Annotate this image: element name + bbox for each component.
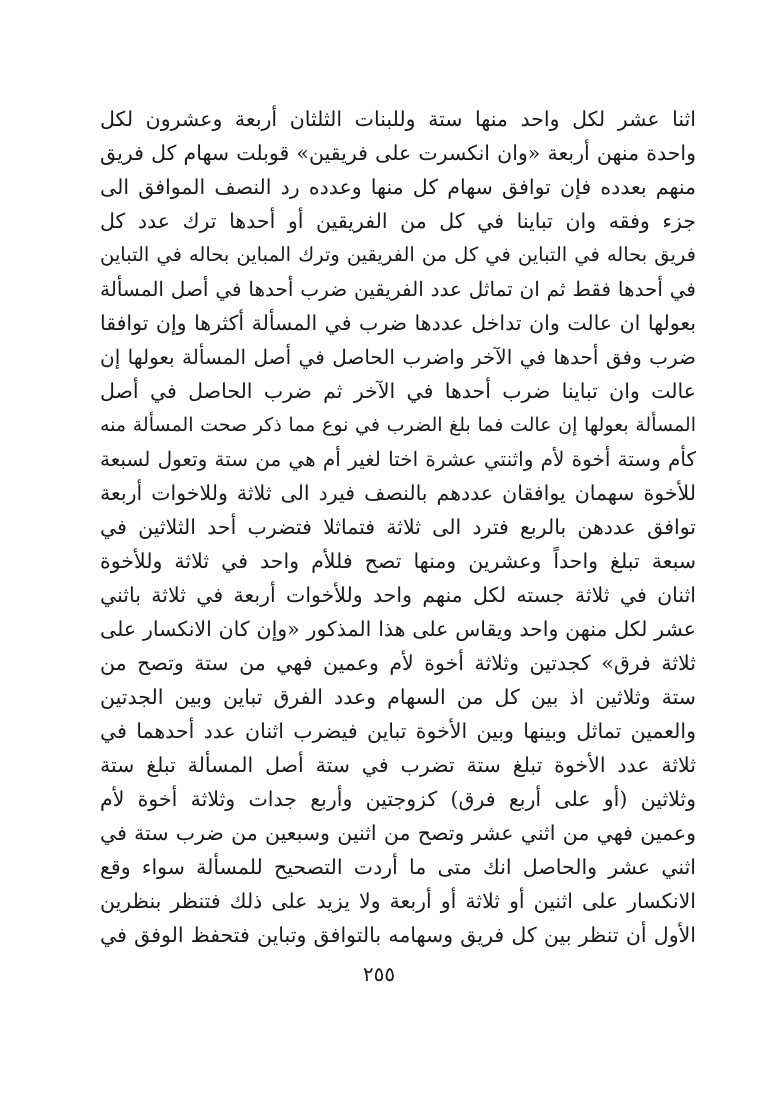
text-line: كأم وستة أخوة لأم واثنتي عشرة اختا لغير أم هي من ستة وتعول لسبعة [100,447,696,471]
text-line: توافق عددهن بالربع فترد الى ثلاثة فتماثلا فتضرب أحد الثلاثين في [100,515,696,539]
text-line: منهم بعدده فإن توافق سهام كل منها وعدده رد النصف الموافق الى [100,175,696,199]
text-line: وعمين فهي من اثني عشر وتصح من اثنين وسبعين من ضرب ستة في [100,821,696,845]
text-line: الانكسار على اثنين أو ثلاثة أو أربعة ولا يزيد على ذلك فتنظر بنظرين [100,889,696,913]
text-line: واحدة منهن أربعة «وان انكسرت على فريقين» قوبلت سهام كل فريق [100,141,696,165]
text-line: ستة وثلاثين اذ بين كل من السهام وعدد الفرق تباين وبين الجدتين [100,685,696,709]
page-number: ٢٥٥ [362,962,396,986]
text-line: عالت وان تباينا ضرب أحدها في الآخر ثم ضرب الحاصل في أصل [100,379,696,403]
text-line: ثلاثة فرق» كجدتين وثلاثة أخوة لأم وعمين فهي من ستة وتصح من [100,651,696,675]
text-line: سبعة تبلغ واحداً وعشرين ومنها تصح فللأم واحد في ثلاثة وللأخوة [100,549,696,573]
text-line: اثنان في ثلاثة جسته لكل منهم واحد وللأخوات أربعة في ثلاثة باثني [100,583,696,607]
body-text [100,102,696,952]
text-line: جزء وفقه وان تباينا في كل من الفريقين أو أحدها ترك عدد كل [100,209,696,233]
text-line: المسألة بعولها إن عالت فما بلغ الضرب في نوع مما ذكر صحت المسألة منه [100,414,696,436]
text-line: للأخوة سهمان يوافقان عددهم بالنصف فيرد الى ثلاثة وللاخوات أربعة [100,481,696,505]
text-line: بعولها ان عالت وان تداخل عددها ضرب في المسألة أكثرها وإن توافقا [100,311,696,335]
text-line: فريق بحاله في التباين في كل من الفريقين وترك المباين بحاله في التباين [100,243,696,266]
text-line: والعمين تماثل وبينها وبين الأخوة تباين فيضرب اثنان عدد أحدهما في [100,719,696,743]
text-line: الأول أن تنظر بين كل فريق وسهامه بالتوافق وتباين فتحفظ الوفق في [100,923,696,947]
text-line: ثلاثة عدد الأخوة تبلغ ستة تضرب في ستة أصل المسألة تبلغ ستة [100,753,696,777]
text-line: وثلاثين (أو على أربع فرق) كزوجتين وأربع جدات وثلاثة أخوة لأم [100,787,696,811]
text-line: عشر لكل منهن واحد ويقاس على هذا المذكور «وإن كان الانكسار على [100,617,696,641]
text-line: في أحدها فقط ثم ان تماثل عدد الفريقين ضرب أحدها في أصل المسألة [100,277,696,301]
text-line: اثني عشر والحاصل انك متى ما أردت التصحيح للمسألة سواء وقع [100,855,696,879]
text-line: ضرب وفق أحدها في الآخر واضرب الحاصل في أصل المسألة بعولها إن [100,345,696,369]
text-line: اثنا عشر لكل واحد منها ستة وللبنات الثلثان أربعة وعشرون لكل [100,107,696,131]
